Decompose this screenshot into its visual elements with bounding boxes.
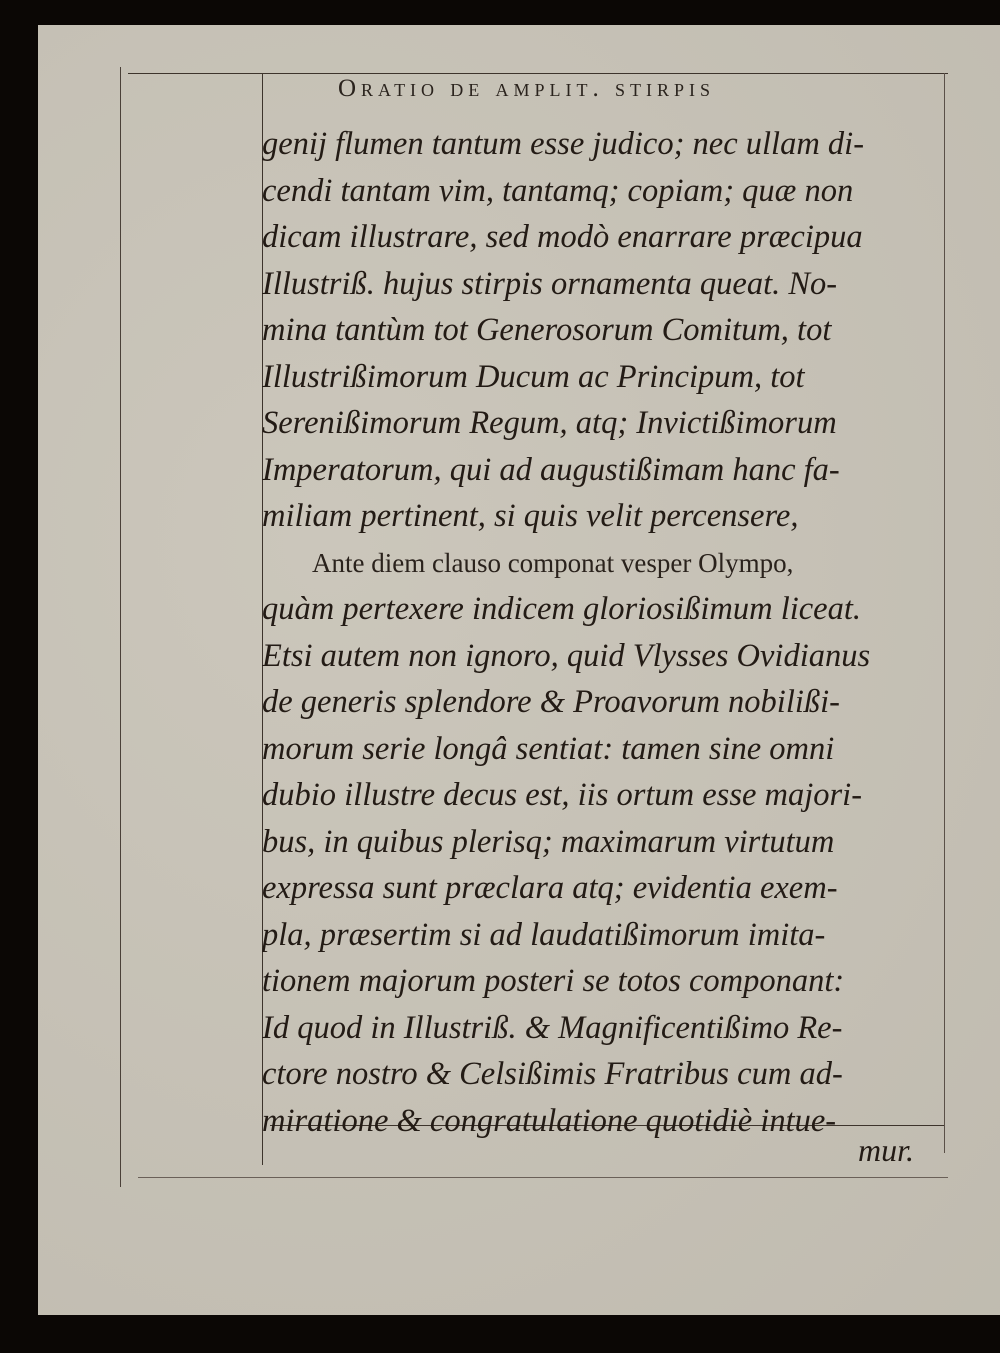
text-line: genij flumen tantum esse judico; nec ullam di- <box>262 126 865 162</box>
catchword: mur. <box>858 1132 915 1168</box>
text-line: tionem majorum posteri se totos componant: <box>262 963 845 999</box>
text-line: quàm pertexere indicem gloriosißimum liceat. <box>262 591 862 627</box>
text-line: Etsi autem non ignoro, quid Vlysses Ovidianus <box>262 637 871 674</box>
text-line: miratione & congratulatione quotidiè intue- <box>262 1102 837 1139</box>
text-line: pla, præsertim si ad laudatißimorum imita- <box>262 916 826 953</box>
text-line: expressa sunt præclara atq; evidentia exem- <box>262 870 838 906</box>
text-line: ctore nostro & Celsißimis Fratribus cum ad- <box>262 1056 843 1092</box>
text-line: dubio illustre decus est, iis ortum esse majori- <box>262 777 863 813</box>
text-block <box>262 121 952 1144</box>
text-line: Imperatorum, qui ad augustißimam hanc fa- <box>262 451 840 488</box>
text-line: dicam illustrare, sed modò enarrare præcipua <box>262 219 863 255</box>
text-line: de generis splendore & Proavorum nobilißi- <box>262 684 841 720</box>
text-line: Id quod in Illustriß. & Magnificentißimo Re- <box>262 1009 843 1046</box>
text-line: bus, in quibus plerisq; maximarum virtutum <box>262 823 835 860</box>
text-line: mina tantùm tot Generosorum Comitum, tot <box>262 312 832 348</box>
bottom-outer-rule <box>138 1177 948 1178</box>
text-line: Illustrißimorum Ducum ac Principum, tot <box>262 358 805 395</box>
text-line: cendi tantam vim, tantamq; copiam; quæ non <box>262 172 854 209</box>
running-head: Oratio de amplit. stirpis <box>338 75 716 102</box>
quotation-line: Ante diem clauso componat vesper Olympo, <box>312 547 794 578</box>
text-line: Serenißimorum Regum, atq; Invictißimorum <box>262 405 837 441</box>
text-line: miliam pertinent, si quis velit percensere, <box>262 498 799 534</box>
text-line: morum serie longâ sentiat: tamen sine omni <box>262 730 835 767</box>
text-line: Illustriß. hujus stirpis ornamenta queat. No- <box>262 265 838 302</box>
book-page <box>38 25 1000 1315</box>
